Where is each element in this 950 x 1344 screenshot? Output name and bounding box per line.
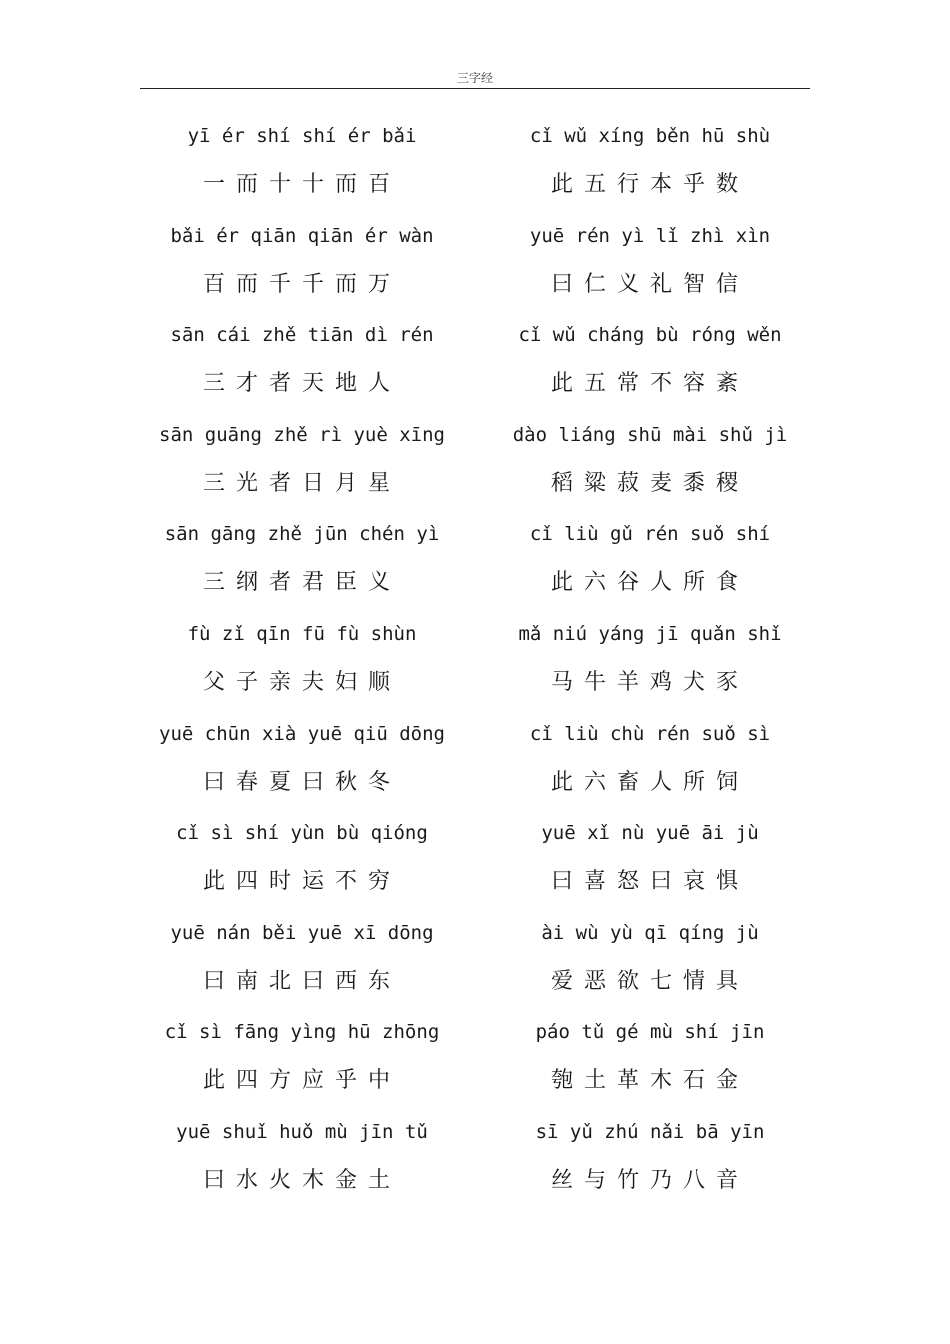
verse-hanzi: 三纲者君臣义 bbox=[202, 570, 401, 596]
verse-hanzi: 丝与竹乃八音 bbox=[550, 1167, 749, 1193]
verse-hanzi: 马牛羊鸡犬豕 bbox=[550, 669, 749, 695]
verse-hanzi: 此五行本乎数 bbox=[550, 172, 749, 197]
verse-block bbox=[460, 907, 840, 1007]
verse-pinyin: cǐ sì fāng yìng hū zhōng bbox=[164, 1021, 440, 1044]
verse-pinyin: cǐ liù gǔ rén suǒ shí bbox=[529, 523, 771, 546]
verse-hanzi: 此四时运不穷 bbox=[202, 869, 401, 895]
right-verse-column bbox=[460, 110, 840, 1206]
verse-block bbox=[112, 608, 492, 708]
verse-pinyin: yuē nán běi yuē xī dōng bbox=[170, 921, 434, 944]
verse-block bbox=[460, 708, 840, 808]
verse-hanzi: 三光者日月星 bbox=[202, 470, 401, 496]
verse-block bbox=[460, 110, 840, 210]
verse-hanzi: 匏土革木石金 bbox=[550, 1068, 749, 1094]
verse-pinyin: páo tǔ gé mù shí jīn bbox=[535, 1021, 765, 1044]
verse-hanzi: 父子亲夫妇顺 bbox=[202, 669, 401, 695]
verse-pinyin: fù zǐ qīn fū fù shùn bbox=[187, 622, 417, 645]
verse-pinyin: cǐ wǔ xíng běn hū shù bbox=[529, 125, 771, 147]
verse-pinyin: bǎi ér qiān qiān ér wàn bbox=[170, 224, 434, 247]
verse-pinyin: yuē rén yì lǐ zhì xìn bbox=[529, 224, 771, 247]
verse-hanzi: 一而十十而百 bbox=[202, 172, 401, 197]
verse-hanzi: 曰春夏曰秋冬 bbox=[202, 769, 401, 795]
verse-block bbox=[112, 708, 492, 808]
verse-block bbox=[460, 309, 840, 409]
verse-block bbox=[460, 508, 840, 608]
verse-block bbox=[112, 508, 492, 608]
verse-pinyin: sān gāng zhě jūn chén yì bbox=[164, 523, 440, 546]
verse-block bbox=[460, 1006, 840, 1106]
verse-block bbox=[112, 807, 492, 907]
verse-block bbox=[112, 210, 492, 310]
page-header-title: 三字经 bbox=[456, 71, 493, 85]
left-verse-column bbox=[112, 110, 492, 1206]
verse-pinyin: mǎ niú yáng jī quǎn shǐ bbox=[518, 622, 782, 645]
verse-hanzi: 稻粱菽麦黍稷 bbox=[550, 470, 749, 496]
verse-block bbox=[460, 807, 840, 907]
verse-pinyin: cǐ sì shí yùn bù qióng bbox=[176, 822, 428, 845]
verse-pinyin: cǐ wǔ cháng bù róng wěn bbox=[518, 324, 782, 347]
verse-hanzi: 曰仁义礼智信 bbox=[550, 271, 749, 297]
verse-block bbox=[112, 409, 492, 509]
verse-hanzi: 此四方应乎中 bbox=[202, 1068, 401, 1094]
verse-block bbox=[460, 409, 840, 509]
verse-hanzi: 此六畜人所饲 bbox=[550, 769, 749, 795]
verse-pinyin: ài wù yù qī qíng jù bbox=[541, 921, 759, 944]
verse-pinyin: sān guāng zhě rì yuè xīng bbox=[159, 423, 445, 446]
verse-pinyin: yuē xǐ nù yuē āi jù bbox=[541, 822, 759, 845]
header-divider bbox=[140, 88, 810, 89]
verse-block bbox=[460, 608, 840, 708]
verse-pinyin: cǐ liù chù rén suǒ sì bbox=[529, 722, 771, 745]
verse-hanzi: 百而千千而万 bbox=[202, 271, 401, 297]
verse-block bbox=[112, 907, 492, 1007]
verse-pinyin: sān cái zhě tiān dì rén bbox=[170, 324, 434, 347]
verse-block bbox=[460, 210, 840, 310]
verse-pinyin: yī ér shí shí ér bǎi bbox=[187, 125, 417, 147]
verse-hanzi: 爱恶欲七情具 bbox=[550, 968, 749, 994]
verse-hanzi: 曰喜怒曰哀惧 bbox=[550, 869, 749, 895]
verse-block bbox=[112, 1106, 492, 1206]
verse-hanzi: 曰南北曰西东 bbox=[202, 968, 401, 994]
verse-hanzi: 曰水火木金土 bbox=[202, 1167, 401, 1193]
verse-pinyin: yuē shuǐ huǒ mù jīn tǔ bbox=[176, 1120, 428, 1143]
verse-hanzi: 此六谷人所食 bbox=[550, 570, 749, 596]
verse-pinyin: sī yǔ zhú nǎi bā yīn bbox=[535, 1120, 765, 1143]
verse-pinyin: yuē chūn xià yuē qiū dōng bbox=[159, 722, 445, 745]
verse-block bbox=[112, 1006, 492, 1106]
verse-block bbox=[460, 1106, 840, 1206]
verse-block bbox=[112, 110, 492, 210]
verse-hanzi: 三才者天地人 bbox=[202, 371, 401, 397]
verse-block bbox=[112, 309, 492, 409]
verse-hanzi: 此五常不容紊 bbox=[550, 371, 749, 397]
verse-pinyin: dào liáng shū mài shǔ jì bbox=[512, 423, 788, 446]
